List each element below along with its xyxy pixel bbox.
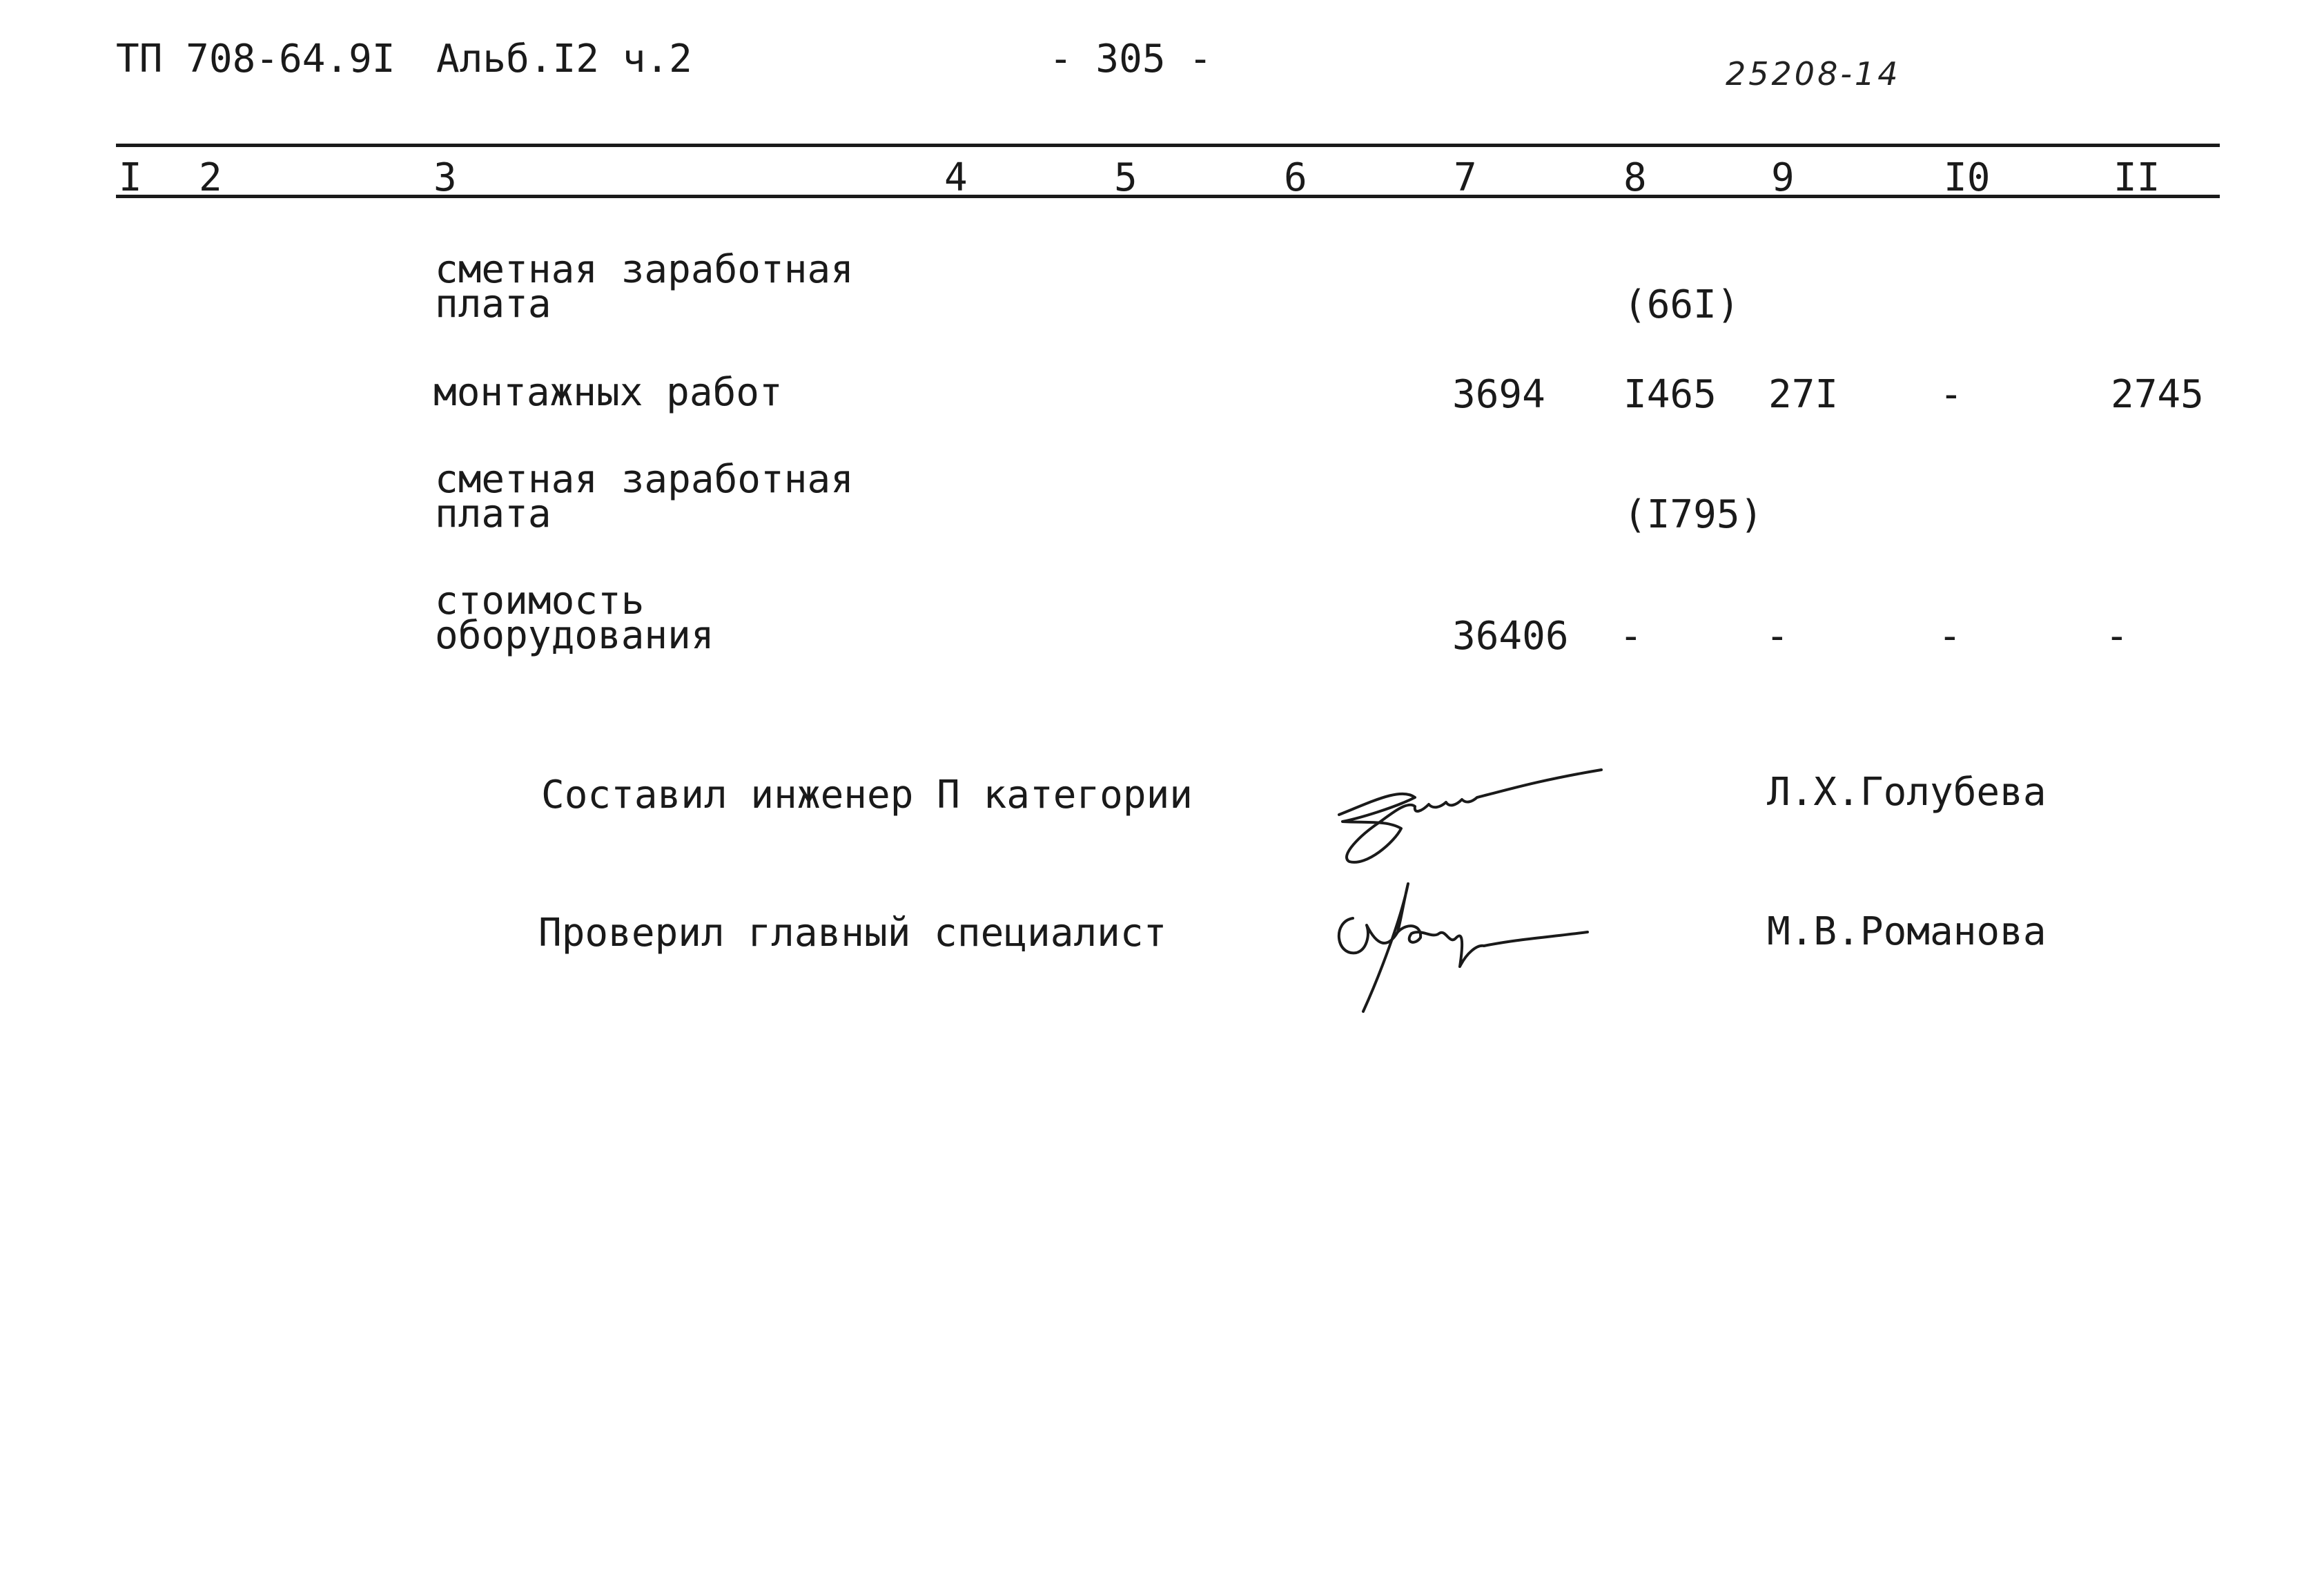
table-header-rule (116, 195, 2220, 198)
row-value-col7: 3694 (1452, 372, 1545, 417)
column-number-11: II (2113, 155, 2160, 200)
column-number-7: 7 (1454, 155, 1477, 200)
table-top-rule (116, 144, 2220, 147)
row-value-col7: 36406 (1452, 614, 1569, 659)
checked-by-label: Проверил главный специалист (538, 911, 1167, 956)
column-number-1: I (119, 155, 142, 200)
compiled-by-name: Л.Х.Голубева (1767, 770, 2047, 815)
album-reference: Альб.I2 ч.2 (436, 37, 692, 81)
row-description: монтажных работ (433, 370, 783, 415)
signature-compiler (1311, 732, 1615, 870)
row-description: сметная заработная плата (435, 247, 854, 327)
row-description: сметная заработная плата (435, 457, 854, 536)
column-number-3: 3 (433, 155, 457, 200)
row-value-col8: (I795) (1623, 492, 1764, 537)
row-value-col9: - (1766, 614, 1789, 659)
column-number-9: 9 (1771, 155, 1795, 200)
column-number-6: 6 (1284, 155, 1307, 200)
compiled-by-label: Составил инженер П категории (541, 773, 1193, 817)
page-number: - 305 - (1049, 37, 1213, 81)
row-value-col10: - (1938, 614, 1962, 659)
row-description: стоимость оборудования (435, 579, 714, 658)
row-value-col11: - (2105, 614, 2129, 659)
column-number-10: I0 (1944, 155, 1991, 200)
checked-by-name: М.В.Романова (1767, 909, 2047, 954)
column-number-4: 4 (944, 155, 968, 200)
signature-checker (1311, 856, 1615, 1015)
column-number-2: 2 (199, 155, 222, 200)
row-value-col10: - (1940, 372, 1963, 417)
row-value-col9: 27I (1768, 372, 1839, 417)
document-code: ТП 708-64.9I (116, 37, 396, 81)
row-value-col8: I465 (1623, 372, 1717, 417)
row-value-col8: (66I) (1623, 282, 1740, 327)
column-number-8: 8 (1623, 155, 1647, 200)
row-value-col11: 2745 (2111, 372, 2204, 417)
row-value-col8: - (1619, 614, 1643, 659)
handwritten-archive-number: 25208-14 (1726, 55, 1901, 93)
column-number-5: 5 (1114, 155, 1137, 200)
